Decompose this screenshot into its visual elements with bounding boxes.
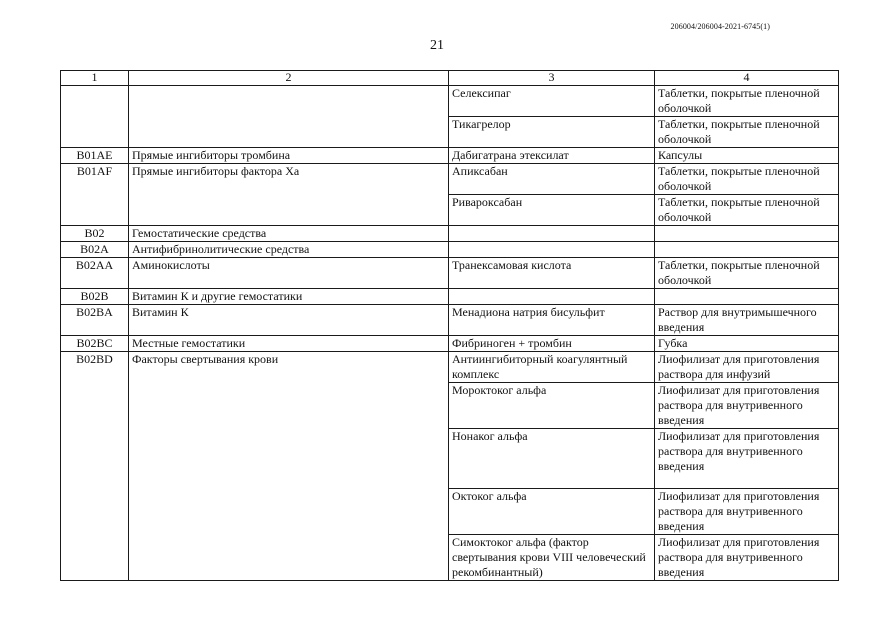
drug-name-cell: Мороктоког альфа <box>449 383 655 429</box>
document-id: 206004/206004-2021-6745(1) <box>670 22 770 31</box>
drug-name-cell: Транексамовая кислота <box>449 258 655 289</box>
drug-name-cell: Фибриноген + тромбин <box>449 336 655 352</box>
atc-code-cell: B02A <box>61 242 129 258</box>
column-header-3: 3 <box>449 71 655 86</box>
atc-code-cell: B02BA <box>61 305 129 336</box>
atc-code-cell: B01AF <box>61 164 129 226</box>
atc-code-cell: B02B <box>61 289 129 305</box>
table-row <box>61 352 839 383</box>
group-cell: Прямые ингибиторы фактора Ха <box>129 164 449 226</box>
table-row <box>61 289 839 305</box>
drug-classification-table <box>60 70 839 581</box>
drug-name-cell: Симоктоког альфа (фактор свертывания крови VIII человеческий рекомбинантный) <box>449 535 655 581</box>
dosage-form-cell: Таблетки, покрытые пленочной оболочкой <box>655 86 839 117</box>
drug-name-cell: Менадиона натрия бисульфит <box>449 305 655 336</box>
dosage-form-cell: Лиофилизат для приготовления раствора для внутривенного введения <box>655 429 839 489</box>
dosage-form-cell: Лиофилизат для приготовления раствора для внутривенного введения <box>655 383 839 429</box>
drug-name-cell <box>449 289 655 305</box>
dosage-form-cell: Таблетки, покрытые пленочной оболочкой <box>655 164 839 195</box>
group-cell: Факторы свертывания крови <box>129 352 449 581</box>
table-row <box>61 226 839 242</box>
atc-code-cell: B02BD <box>61 352 129 581</box>
table-row <box>61 164 839 195</box>
column-header-4: 4 <box>655 71 839 86</box>
drug-name-cell <box>449 242 655 258</box>
atc-code-cell: B02 <box>61 226 129 242</box>
dosage-form-cell: Лиофилизат для приготовления раствора для внутривенного введения <box>655 489 839 535</box>
dosage-form-cell: Таблетки, покрытые пленочной оболочкой <box>655 258 839 289</box>
group-cell: Аминокислоты <box>129 258 449 289</box>
group-cell <box>129 86 449 148</box>
dosage-form-cell: Раствор для внутримышечного введения <box>655 305 839 336</box>
drug-name-cell <box>449 226 655 242</box>
table-row <box>61 86 839 117</box>
dosage-form-cell <box>655 226 839 242</box>
dosage-form-cell: Таблетки, покрытые пленочной оболочкой <box>655 117 839 148</box>
drug-name-cell: Нонаког альфа <box>449 429 655 489</box>
dosage-form-cell: Губка <box>655 336 839 352</box>
group-cell: Прямые ингибиторы тромбина <box>129 148 449 164</box>
group-cell: Антифибринолитические средства <box>129 242 449 258</box>
drug-name-cell: Тикагрелор <box>449 117 655 148</box>
group-cell: Местные гемостатики <box>129 336 449 352</box>
dosage-form-cell: Лиофилизат для приготовления раствора для инфузий <box>655 352 839 383</box>
drug-name-cell: Октоког альфа <box>449 489 655 535</box>
atc-code-cell: B01AE <box>61 148 129 164</box>
table-row <box>61 148 839 164</box>
atc-code-cell <box>61 86 129 148</box>
table-row <box>61 258 839 289</box>
column-header-2: 2 <box>129 71 449 86</box>
atc-code-cell: B02BC <box>61 336 129 352</box>
dosage-form-cell: Лиофилизат для приготовления раствора для внутривенного введения <box>655 535 839 581</box>
drug-name-cell: Апиксабан <box>449 164 655 195</box>
dosage-form-cell: Таблетки, покрытые пленочной оболочкой <box>655 195 839 226</box>
drug-name-cell: Селексипаг <box>449 86 655 117</box>
atc-code-cell: B02AA <box>61 258 129 289</box>
table-row <box>61 242 839 258</box>
dosage-form-cell <box>655 242 839 258</box>
drug-name-cell: Ривароксабан <box>449 195 655 226</box>
group-cell: Гемостатические средства <box>129 226 449 242</box>
page-number: 21 <box>430 38 444 53</box>
table-row <box>61 336 839 352</box>
group-cell: Витамин К и другие гемостатики <box>129 289 449 305</box>
table-header-row <box>61 71 839 86</box>
table-row <box>61 305 839 336</box>
dosage-form-cell <box>655 289 839 305</box>
column-header-1: 1 <box>61 71 129 86</box>
drug-name-cell: Дабигатрана этексилат <box>449 148 655 164</box>
dosage-form-cell: Капсулы <box>655 148 839 164</box>
group-cell: Витамин К <box>129 305 449 336</box>
drug-name-cell: Антиингибиторный коагулянтный комплекс <box>449 352 655 383</box>
